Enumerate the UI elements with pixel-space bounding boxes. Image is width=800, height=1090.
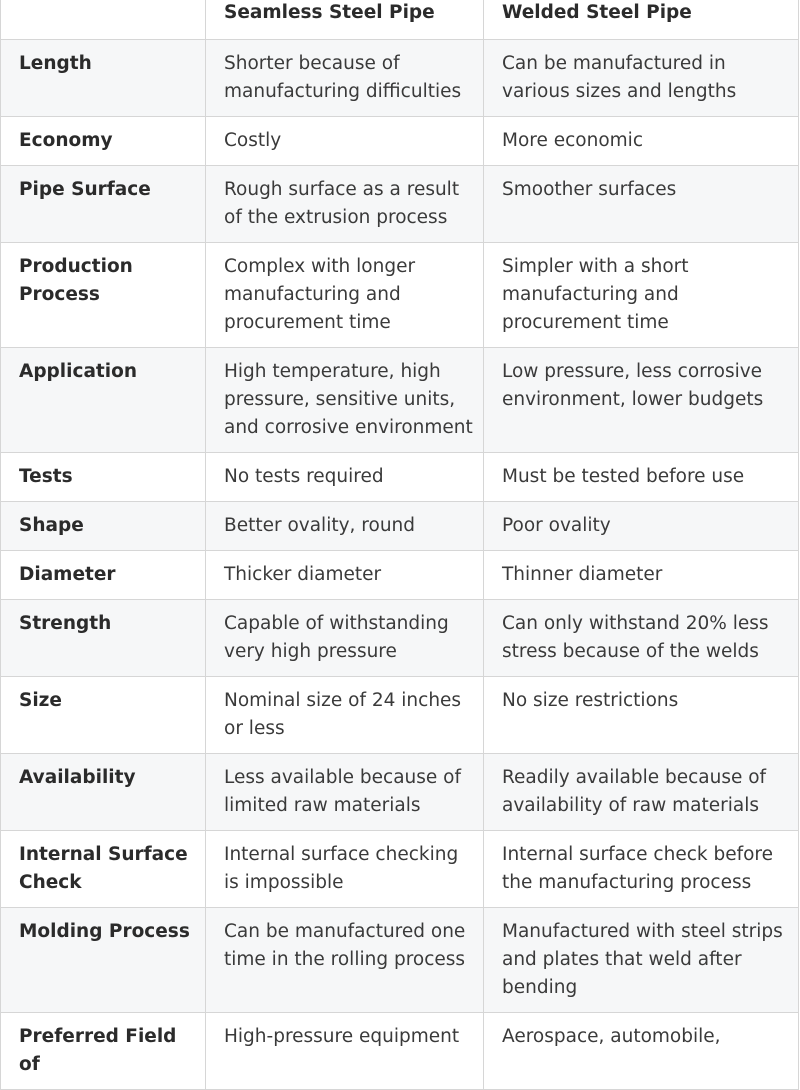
header-welded: Welded Steel Pipe — [484, 0, 799, 40]
seamless-value: Internal surface checking is impossible — [206, 831, 484, 908]
table-row — [1, 453, 799, 502]
row-label: Application — [1, 348, 206, 453]
header-seamless: Seamless Steel Pipe — [206, 0, 484, 40]
row-label: Length — [1, 40, 206, 117]
row-label: Production Process — [1, 243, 206, 348]
row-label: Diameter — [1, 551, 206, 600]
welded-value: Readily available because of availability of raw materials — [484, 754, 799, 831]
table-header-row — [1, 0, 799, 40]
header-empty-cell — [1, 0, 206, 40]
welded-value: More economic — [484, 117, 799, 166]
seamless-value: Capable of withstanding very high pressure — [206, 600, 484, 677]
table-row — [1, 117, 799, 166]
table-row — [1, 40, 799, 117]
seamless-value: Rough surface as a result of the extrusion process — [206, 166, 484, 243]
seamless-value: Complex with longer manufacturing and procurement time — [206, 243, 484, 348]
table-row — [1, 166, 799, 243]
seamless-value: Less available because of limited raw materials — [206, 754, 484, 831]
row-label: Molding Process — [1, 908, 206, 1013]
table-row — [1, 600, 799, 677]
table-row — [1, 754, 799, 831]
row-label: Shape — [1, 502, 206, 551]
welded-value: Poor ovality — [484, 502, 799, 551]
seamless-value: Costly — [206, 117, 484, 166]
seamless-value: Shorter because of manufacturing difficulties — [206, 40, 484, 117]
seamless-value: High temperature, high pressure, sensitive units, and corrosive environment — [206, 348, 484, 453]
welded-value: Manufactured with steel strips and plates that weld after bending — [484, 908, 799, 1013]
row-label: Internal Surface Check — [1, 831, 206, 908]
seamless-value: High-pressure equipment — [206, 1013, 484, 1090]
welded-value: No size restrictions — [484, 677, 799, 754]
welded-value: Low pressure, less corrosive environment, lower budgets — [484, 348, 799, 453]
seamless-value: Can be manufactured one time in the rolling process — [206, 908, 484, 1013]
seamless-value: Nominal size of 24 inches or less — [206, 677, 484, 754]
table-body — [1, 40, 799, 1090]
table-row — [1, 1013, 799, 1090]
row-label: Strength — [1, 600, 206, 677]
row-label: Size — [1, 677, 206, 754]
seamless-value: Thicker diameter — [206, 551, 484, 600]
row-label: Economy — [1, 117, 206, 166]
welded-value: Aerospace, automobile, — [484, 1013, 799, 1090]
row-label: Preferred Field of — [1, 1013, 206, 1090]
welded-value: Thinner diameter — [484, 551, 799, 600]
table-row — [1, 502, 799, 551]
table-row — [1, 243, 799, 348]
welded-value: Simpler with a short manufacturing and procurement time — [484, 243, 799, 348]
welded-value: Internal surface check before the manufacturing process — [484, 831, 799, 908]
table-row — [1, 551, 799, 600]
table-row — [1, 348, 799, 453]
row-label: Availability — [1, 754, 206, 831]
welded-value: Must be tested before use — [484, 453, 799, 502]
seamless-value: Better ovality, round — [206, 502, 484, 551]
row-label: Pipe Surface — [1, 166, 206, 243]
table-row — [1, 677, 799, 754]
seamless-value: No tests required — [206, 453, 484, 502]
welded-value: Can only withstand 20% less stress because of the welds — [484, 600, 799, 677]
table-row — [1, 831, 799, 908]
welded-value: Smoother surfaces — [484, 166, 799, 243]
row-label: Tests — [1, 453, 206, 502]
welded-value: Can be manufactured in various sizes and lengths — [484, 40, 799, 117]
table-row — [1, 908, 799, 1013]
